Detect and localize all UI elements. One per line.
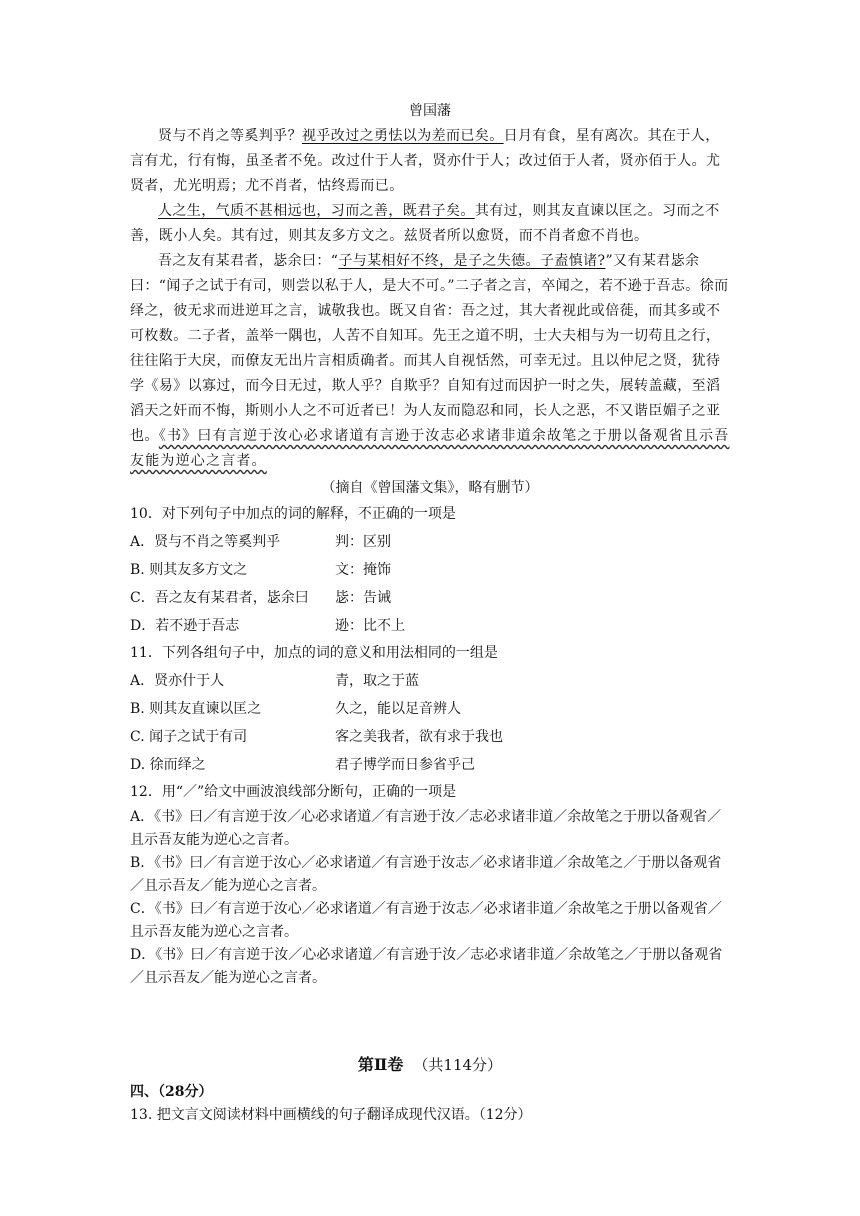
q11-option-left: D. 徐而绎之	[130, 757, 206, 773]
section-score: （共114分）	[413, 1056, 503, 1074]
q10-option-sentence: A．贤与不肖之等奚判乎	[130, 534, 281, 550]
question-12-stem: 12．用“／”给文中画波浪线部分断句，正确的一项是	[130, 784, 457, 800]
q10-option-meaning: 文：掩饰	[335, 562, 391, 578]
p3-b: ”又有某君毖余曰：“闻子之试于有司，则尝以私于人，是大不可。”二子者之言，卒闻之，若不逊于吾志。徐而绎之，彼无求而进逆耳之言，诚敬我也。既又自省：吾之过，其大者视此或倍蓰，而其多或不可枚数。二子者，盖举一隅也，人苦不自知耳。先王之道不明，士大夫相与为一切苟且之行，往往陷于大戾，而僚友无出片言相质确者。而其人自视恬然，可幸无过。且以仲尼之贤，犹待学《易》以寡过，而今日无过，欺人乎？自欺乎？自知有过而因护一时之失，展转盖藏，至滔滔天之奸而不悔，斯则小人之不可近者已！为人友而隐忍和同，长人之恶，不又谐臣媚子之亚也。	[130, 253, 729, 444]
q10-option	[130, 612, 730, 640]
q12-option-b: B．《书》曰／有言逆于汝心／必求诸道／有言逊于汝志／必求诸非道／余故笔之／于册以备观省／且示吾友／能为逆心之言者。	[130, 855, 722, 894]
q10-option-sentence: B. 则其友多方文之	[130, 562, 248, 578]
q10-option-sentence: C．吾之友有某君者，毖余曰	[130, 590, 309, 606]
p1-lead: 贤与不肖之等奚判乎？	[158, 128, 302, 144]
q11-option-right: 客之美我者，欲有求于我也	[335, 729, 503, 745]
q11-option-left: A．贤亦什于人	[130, 673, 225, 689]
question-10-stem: 10．对下列句子中加点的词的解释，不正确的一项是	[130, 506, 456, 522]
p2-rest: 其有过，则其友直谏以匡之。习而之不善，既小人矣。其有过，则其友多方文之。兹贤者所以愈贤，而不肖者愈不肖也。	[130, 203, 720, 244]
passage-title: 曾国藩	[409, 103, 451, 119]
q10-option	[130, 528, 730, 556]
q12-option-d: D．《书》曰／有言逆于汝／心必求诸道／有言逊于汝／志必求诸非道／余故笔之／于册以备观省／且示吾友／能为逆心之言者。	[130, 947, 723, 986]
exam-page	[130, 100, 730, 1127]
q10-option	[130, 584, 730, 612]
q11-option-left: B. 则其友直谏以匡之	[130, 701, 262, 717]
p3-wavy-underlined: 《书》曰有言逆于汝心必求诸道有言逊于汝志必求诸非道余故笔之于册以备观省且示吾友能为逆心之言者。	[130, 428, 730, 469]
question-11-stem: 11．下列各组句子中，加点的词的意义和用法相同的一组是	[130, 645, 498, 661]
q11-option	[130, 723, 730, 751]
passage-paragraph-1	[130, 124, 730, 199]
q12-option-a: A．《书》曰／有言逆于汝／心必求诸道／有言逊于汝／志必求诸非道／余故笔之于册以备观省／且示吾友能为逆心之言者。	[130, 809, 722, 848]
p1-underlined: 视乎改过之勇怯以为差而已矣。	[302, 128, 504, 144]
part-4-heading: 四、（28分）	[130, 1084, 213, 1100]
passage-paragraph-3	[130, 249, 730, 474]
q10-option	[130, 556, 730, 584]
q10-option-sentence: D．若不逊于吾志	[130, 618, 240, 634]
section-heading	[130, 1052, 730, 1075]
q11-option-left: C. 闻子之试于有司	[130, 729, 248, 745]
question-10-options	[130, 528, 730, 640]
q11-option-right: 久之，能以足音辨人	[335, 701, 461, 717]
q11-option	[130, 667, 730, 695]
p3-a: 吾之友有某君者，毖余曰：“	[158, 253, 339, 269]
q11-option-right: 青，取之于蓝	[335, 673, 419, 689]
passage-paragraph-2	[130, 199, 730, 249]
section-title: 第Ⅱ卷	[357, 1055, 404, 1074]
p1-rest: 日月有食，星有离次。其在于人，言有尤，行有悔，虽圣者不免。改过什于人者，贤亦什于人；改过佰于人者，贤亦佰于人。尤贤者，尤光明焉；尤不肖者，怙终焉而已。	[130, 128, 721, 194]
q12-option-c: C．《书》曰／有言逆于汝心／必求诸道／有言逊于汝志／必求诸非道／余故笔之于册以备观省／且示吾友能为逆心之言者。	[130, 901, 722, 940]
q10-option-meaning: 逊：比不上	[335, 618, 405, 634]
q10-option-meaning: 判：区别	[335, 534, 391, 550]
q11-option	[130, 751, 730, 779]
passage-source: （摘自《曾国藩文集》，略有删节）	[321, 480, 539, 496]
p3-underlined: 子与某相好不终，是子之失德。子盍慎诸?	[338, 253, 606, 269]
q10-option-meaning: 毖：告诫	[335, 590, 391, 606]
question-13-stem: 13. 把文言文阅读材料中画横线的句子翻译成现代汉语。（12分）	[130, 1107, 532, 1123]
p2-underlined: 人之生，气质不甚相远也，习而之善，既君子矣。	[158, 203, 475, 219]
q11-option	[130, 695, 730, 723]
q11-option-right: 君子博学而日参省乎己	[335, 757, 475, 773]
question-11-options	[130, 667, 730, 779]
